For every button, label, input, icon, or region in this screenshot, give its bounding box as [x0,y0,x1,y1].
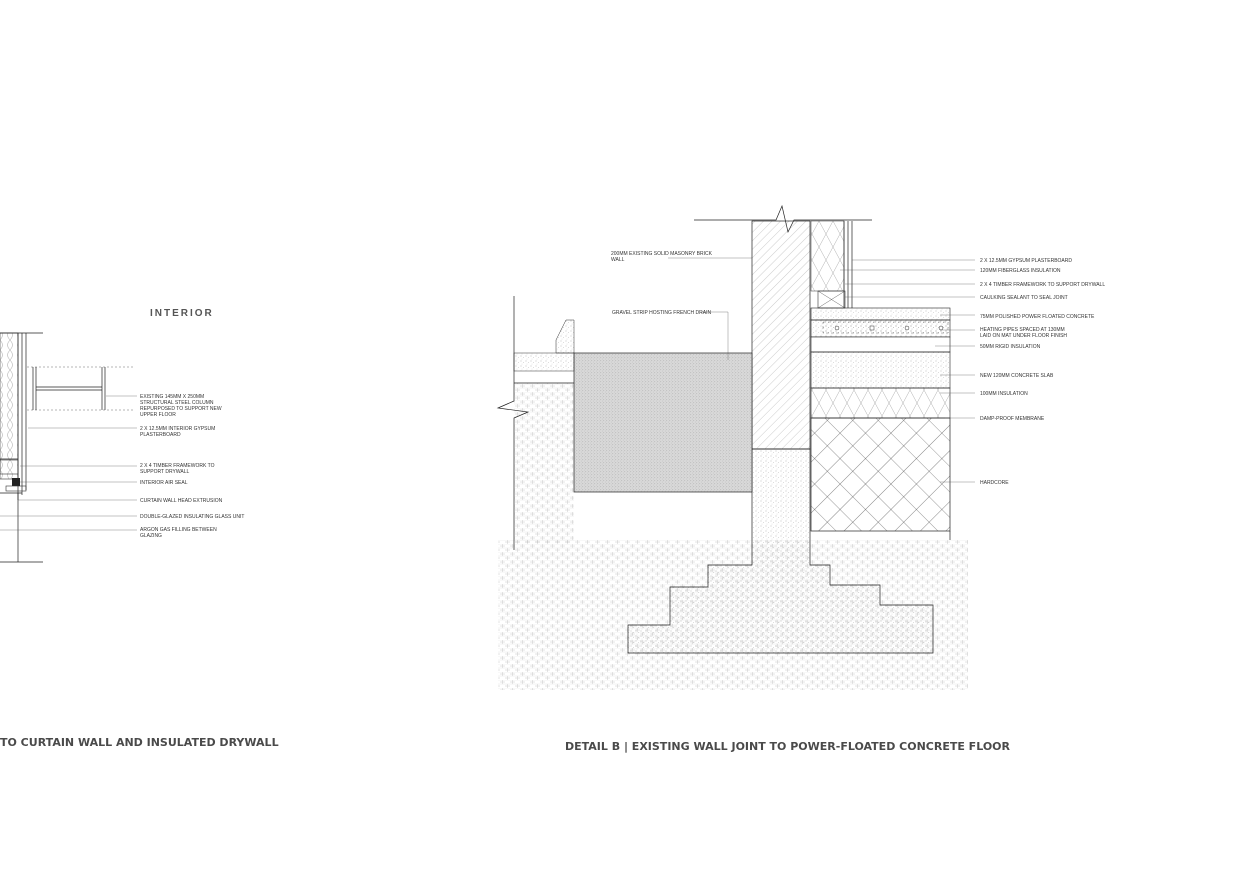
steel-column-symbol [27,367,135,410]
detail-a [0,308,279,749]
label-dpm: DAMP-PROOF MEMBRANE [980,416,1045,422]
label-masonry-wall: 200MM EXISTING SOLID MASONRY BRICK WALL [611,251,712,263]
label-steel-column: EXISTING 145MM X 250MM STRUCTURAL STEEL COLUMN REPURPOSED TO SUPPORT NEW UPPER FLOOR [140,394,222,418]
label-concrete-slab: NEW 120MM CONCRETE SLAB [980,373,1054,379]
label-gypsum: 2 X 12.5MM GYPSUM PLASTERBOARD [980,258,1072,264]
label-interior-gypsum: 2 X 12.5MM INTERIOR GYPSUM PLASTERBOARD [140,426,216,438]
detail-b-left-labels [611,251,713,316]
label-gravel-strip: GRAVEL STRIP HOSTING FRENCH DRAIN [612,310,712,316]
label-fiberglass: 120MM FIBERGLASS INSULATION [980,268,1061,274]
label-insulation-100: 100MM INSULATION [980,391,1028,397]
fiberglass-insulation [811,221,844,291]
edge-kerb [556,320,574,353]
exterior-soil [514,383,574,543]
label-argon-gas: ARGON GAS FILLING BETWEEN GLAZING [140,527,217,539]
detail-a-labels [140,394,244,539]
label-curtain-wall-head: CURTAIN WALL HEAD EXTRUSION [140,498,223,504]
detail-a-leaders [0,396,137,530]
label-glass-unit: DOUBLE-GLAZED INSULATING GLASS UNIT [140,514,245,520]
masonry-brick-wall [752,221,810,449]
paving-edge [514,353,574,371]
label-interior-air-seal: INTERIOR AIR SEAL [140,480,188,486]
label-hardcore: HARDCORE [980,480,1009,486]
label-timber-framework-b: 2 X 4 TIMBER FRAMEWORK TO SUPPORT DRYWALL [980,282,1106,288]
label-heating-pipes: HEATING PIPES SPACED AT 130MM LAID ON MAT UNDER FLOOR FINISH [980,327,1068,339]
label-rigid-insulation: 50MM RIGID INSULATION [980,344,1041,350]
detail-b [498,206,1105,753]
label-polished-concrete: 75MM POLISHED POWER FLOATED CONCRETE [980,314,1095,320]
detail-a-wall-section [0,333,43,562]
detail-b-title: DETAIL B | EXISTING WALL JOINT TO POWER-FLOATED CONCRETE FLOOR [565,740,1010,753]
label-timber-framework: 2 X 4 TIMBER FRAMEWORK TO SUPPORT DRYWALL [140,463,215,475]
detail-a-title: TO CURTAIN WALL AND INSULATED DRYWALL [0,736,279,749]
detail-b-right-labels [980,258,1105,486]
label-caulking: CAULKING SEALANT TO SEAL JOINT [980,295,1068,301]
detail-a-heading: INTERIOR [150,308,214,319]
floor-build-up [811,308,950,540]
gravel-strip [574,353,752,492]
